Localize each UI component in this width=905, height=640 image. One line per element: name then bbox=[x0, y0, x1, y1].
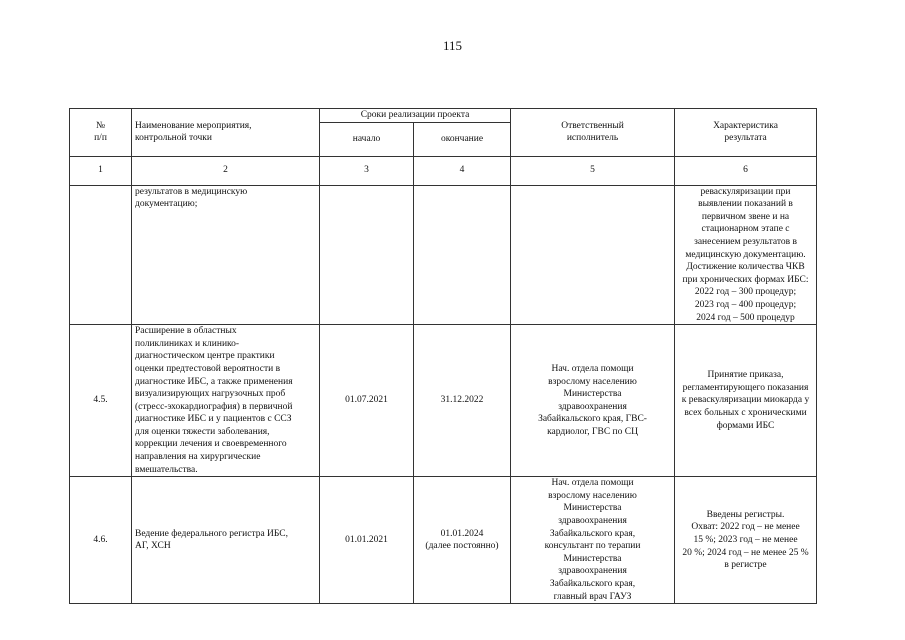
column-number: 1 bbox=[70, 156, 132, 185]
row-start: 01.01.2021 bbox=[320, 477, 414, 604]
row-number bbox=[70, 185, 132, 325]
table-row bbox=[70, 185, 817, 325]
header-row bbox=[70, 109, 817, 123]
row-result: Введены регистры. Охват: 2022 год – не менее 15 %; 2023 год – не менее 20 %; 2024 год – не менее 25 % в регистре bbox=[675, 477, 817, 604]
row-end bbox=[414, 185, 511, 325]
column-number: 4 bbox=[414, 156, 511, 185]
header-number: № п/п bbox=[70, 109, 132, 157]
row-responsible: Нач. отдела помощи взрослому населению Министерства здравоохранения Забайкальского края, консультант по терапии Министерства здравоохранения Забайкальского края, главный врач ГАУЗ bbox=[511, 477, 675, 604]
page-number: 115 bbox=[442, 38, 463, 53]
header-name: Наименование мероприятия, контрольной точки bbox=[132, 109, 320, 157]
header-period: Сроки реализации проекта bbox=[320, 109, 511, 123]
row-start: 01.07.2021 bbox=[320, 325, 414, 477]
column-number: 5 bbox=[511, 156, 675, 185]
row-result: реваскуляризации при выявлении показаний в первичном звене и на стационарном этапе с занесением результатов в медицинскую документацию. Достижение количества ЧКВ при хронических формах ИБС: 2022 год – 300 процедур; 2023 год – 400 процедур; 2024 год – 500 процедур bbox=[675, 185, 817, 325]
row-end: 31.12.2022 bbox=[414, 325, 511, 477]
row-responsible bbox=[511, 185, 675, 325]
row-name: результатов в медицинскую документацию; bbox=[132, 185, 320, 325]
column-number-row bbox=[70, 156, 817, 185]
row-name: Ведение федерального регистра ИБС, АГ, ХСН bbox=[132, 477, 320, 604]
column-number: 3 bbox=[320, 156, 414, 185]
table-row bbox=[70, 325, 817, 477]
header-responsible: Ответственный исполнитель bbox=[511, 109, 675, 157]
column-number: 2 bbox=[132, 156, 320, 185]
header-end: окончание bbox=[414, 122, 511, 156]
row-name: Расширение в областных поликлиниках и клинико- диагностическом центре практики оценки предтестовой вероятности в диагностике ИБС, а также применения визуализирующих нагрузочных проб (стресс-эхокардиография) в первичной диагностике ИБС и у пациентов с ССЗ для оценки тяжести заболевания, коррекции лечения и своевременного направления на хирургические вмешательства. bbox=[132, 325, 320, 477]
column-number: 6 bbox=[675, 156, 817, 185]
table-row bbox=[70, 477, 817, 604]
action-plan-table bbox=[69, 108, 817, 604]
row-end: 01.01.2024 (далее постоянно) bbox=[414, 477, 511, 604]
row-number: 4.5. bbox=[70, 325, 132, 477]
row-responsible: Нач. отдела помощи взрослому населению Министерства здравоохранения Забайкальского края, ГВС- кардиолог, ГВС по СЦ bbox=[511, 325, 675, 477]
header-result: Характеристика результата bbox=[675, 109, 817, 157]
header-start: начало bbox=[320, 122, 414, 156]
row-start bbox=[320, 185, 414, 325]
row-result: Принятие приказа, регламентирующего показания к реваскуляризации миокарда у всех больных с хроническими формами ИБС bbox=[675, 325, 817, 477]
row-number: 4.6. bbox=[70, 477, 132, 604]
